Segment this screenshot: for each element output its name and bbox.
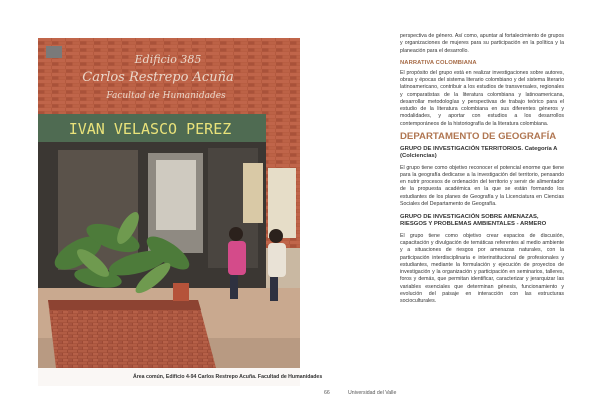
grupo-territorios-heading: GRUPO DE INVESTIGACIÓN TERRITORIOS. Categoría A (Colciencias) [400,145,558,160]
building-sign-line2: Carlos Restrepo Acuña [82,70,234,85]
intro-paragraph: perspectiva de género. Así como, apuntar al fortalecimiento de grupos y organizaciones de mujeres para su participación en la política y la planeación para el desarrollo. [400,33,564,54]
building-photo [38,38,323,386]
grupo-amenazas-paragraph: El grupo tiene como objetivo crear espacios de discusión, capacitación y divulgación de temáticas referentes al medio ambiente y a situaciones de riesgos por amenazas naturales, con la participación interdisciplinaria e interinstitucional de profesionales y estudiantes, mediante la formulación y ejecución de proyectos de investigación y la organización y participación en seminarios, talleres, foros y demás, que permitan identificar, caracterizar y jerarquizar las variables esenciales que determinan génesis, funcionamiento y evolución del paisaje en interacción con las estructuras socioculturales. [400,232,564,305]
photo-illustration [38,38,300,386]
building-sign-line3: Facultad de Humanidades [106,91,226,101]
building-sign-line1: Edificio 385 [134,53,202,66]
narrativa-heading: NARRATIVA COLOMBIANA [400,59,477,66]
department-heading: DEPARTAMENTO DE GEOGRAFÍA [400,130,557,142]
page-number: 66 [324,390,330,396]
grupo-amenazas-heading: GRUPO DE INVESTIGACIÓN SOBRE AMENAZAS, RIESGOS Y PROBLEMAS AMBIENTALES - ARMERO [400,214,547,228]
publisher-name: Universidad del Valle [348,390,397,396]
grupo-territorios-paragraph: El grupo tiene como objetivo reconocer el potencial enorme que tiene para la geografía dedicarse a la investigación del territorio, pensando en nutrir procesos de ordenación del territorio y servir de alimentador de la propuesta académica en la que se están formando los estudiantes de los planes de Geografía y la Licenciatura en Ciencias Sociales del Departamento de Geografía. [400,164,564,207]
text-column [400,33,564,305]
photo-caption: Área común, Edificio 4-94 Carlos Restrepo Acuña. Facultad de Humanidades [38,368,300,386]
narrativa-paragraph: El propósito del grupo está en realizar investigaciones sobre autores, obras y épocas del sistema literario colombiano y del sistema literario latinoamericano, contribuir a los estudios de transversales, regionales y comparatistas de la literatura colombiana y latinoamericana, desarrollar metodologías y perspectivas de trabajo teórico para el estudio de la literatura colombiana en sus diferentes géneros y modalidades, y aportar con estudios a los desarrollos contemporáneos de la historiografía de la literatura colombiana. [400,69,564,127]
banner-name: IVAN VELASCO PEREZ [68,120,232,138]
